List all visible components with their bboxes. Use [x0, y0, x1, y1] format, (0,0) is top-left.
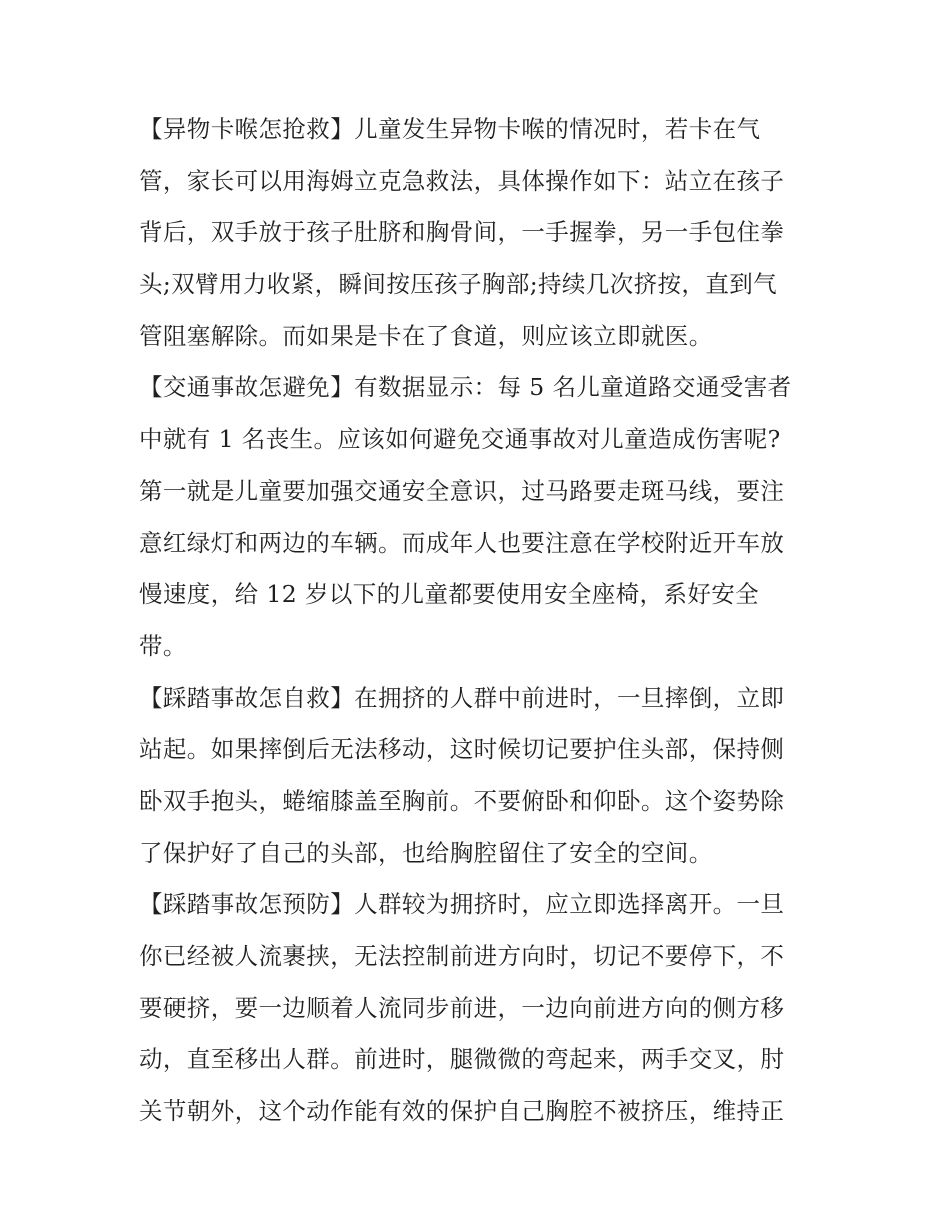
text-line: 慢速度，给 12 岁以下的儿童都要使用安全座椅，系好安全	[139, 580, 760, 609]
text-line: 【异物卡喉怎抢救】儿童发生异物卡喉的情况时，若卡在气	[139, 115, 761, 143]
document-body	[139, 104, 819, 1138]
text-line: 背后，双手放于孩子肚脐和胸骨间，一手握拳，另一手包住拳	[139, 218, 785, 247]
text-line: 第一就是儿童要加强交通安全意识，过马路要走斑马线，要注	[139, 476, 785, 505]
text-line: 卧双手抱头，蜷缩膝盖至胸前。不要俯卧和仰卧。这个姿势除	[139, 786, 785, 815]
text-line: 你已经被人流裹挟，无法控制前进方向时，切记不要停下，不	[139, 942, 785, 970]
text-line: 管阻塞解除。而如果是卡在了食道，则应该立即就医。	[139, 321, 713, 350]
text-line: 【踩踏事故怎自救】在拥挤的人群中前进时，一旦摔倒，立即	[139, 683, 785, 712]
text-line: 动，直至移出人群。前进时，腿微微的弯起来，两手交叉，肘	[139, 1045, 785, 1074]
text-line: 管，家长可以用海姆立克急救法，具体操作如下：站立在孩子	[139, 166, 785, 195]
text-line: 带。	[139, 631, 187, 660]
text-line: 中就有 1 名丧生。应该如何避免交通事故对儿童造成伤害呢?	[139, 425, 781, 454]
text-line: 意红绿灯和两边的车辆。而成年人也要注意在学校附近开车放	[139, 528, 785, 557]
text-line: 关节朝外，这个动作能有效的保护自己胸腔不被挤压，维持正	[139, 1097, 785, 1126]
text-line: 【踩踏事故怎预防】人群较为拥挤时，应立即选择离开。一旦	[139, 890, 785, 919]
text-line: 【交通事故怎避免】有数据显示：每 5 名儿童道路交通受害者	[139, 373, 792, 402]
text-line: 要硬挤，要一边顺着人流同步前进，一边向前进方向的侧方移	[139, 993, 785, 1022]
text-line: 了保护好了自己的头部，也给胸腔留住了安全的空间。	[139, 838, 713, 867]
text-line: 站起。如果摔倒后无法移动，这时候切记要护住头部，保持侧	[139, 735, 785, 764]
text-line: 头;双臂用力收紧，瞬间按压孩子胸部;持续几次挤按，直到气	[139, 270, 778, 299]
